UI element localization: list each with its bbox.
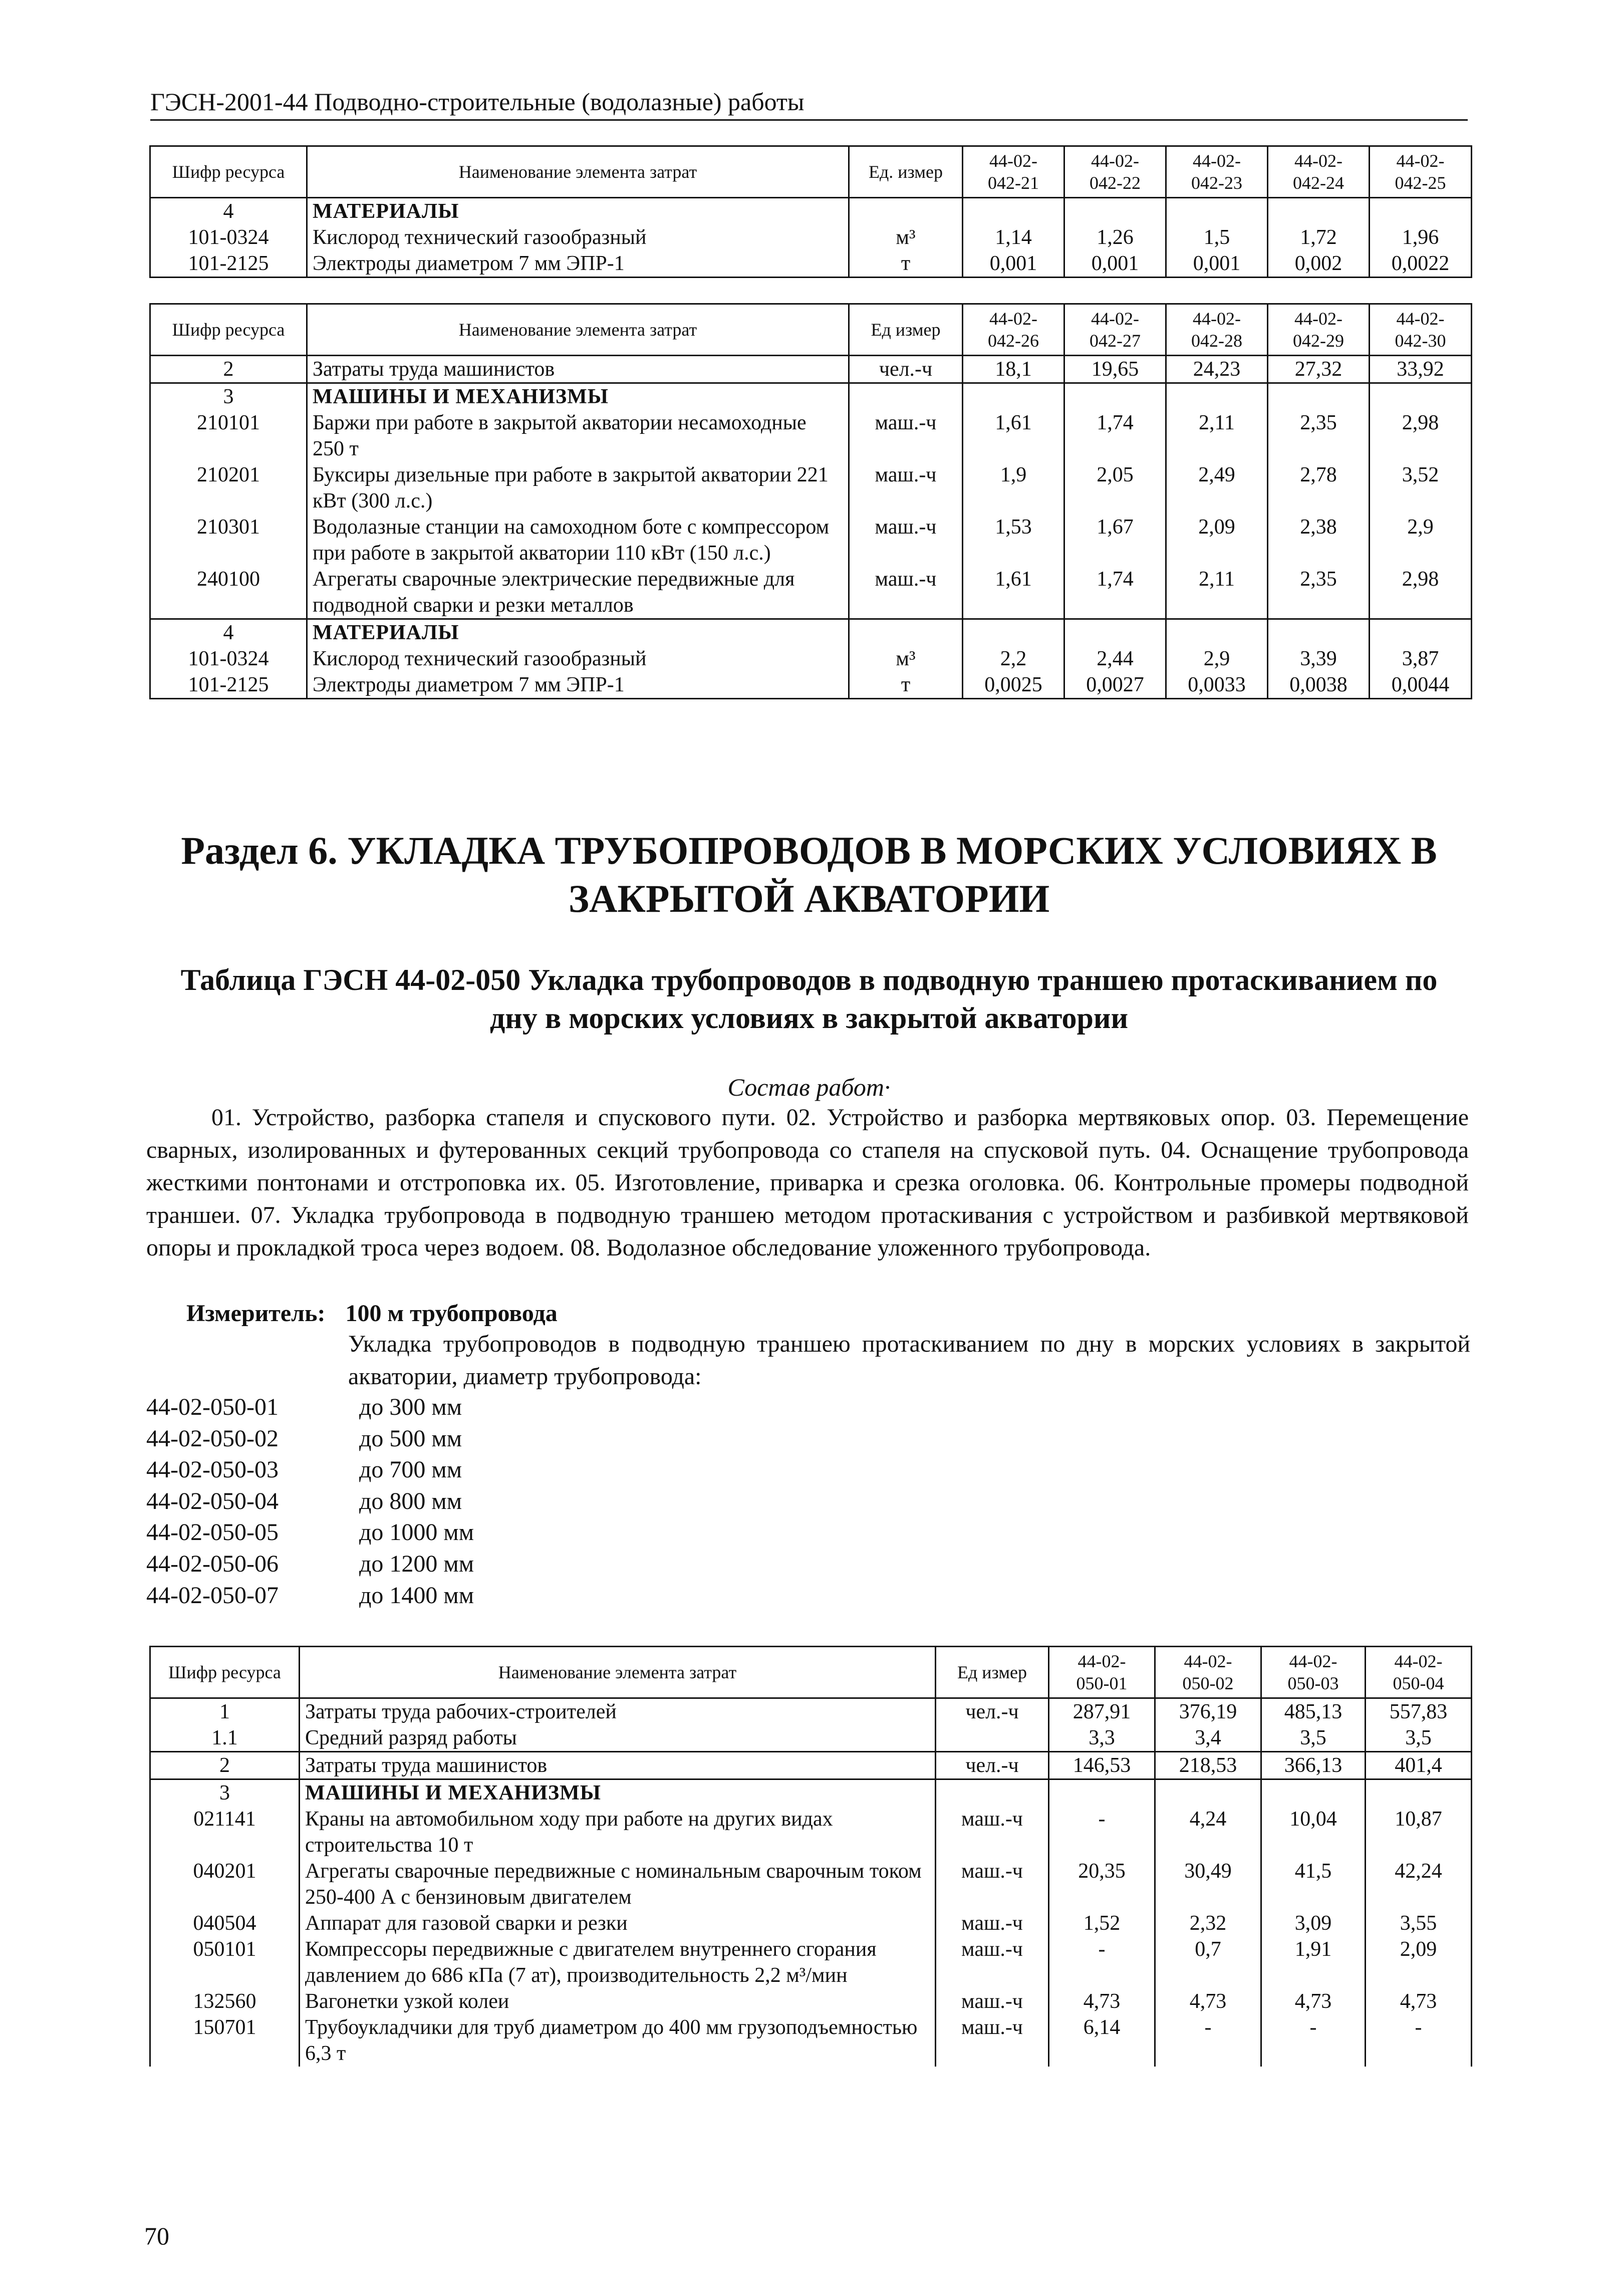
value-cell: 0,0033 bbox=[1166, 672, 1268, 699]
works-composition: 01. Устройство, разборка стапеля и спускового пути. 02. Устройство и разборка мертвяковых опор. 03. Перемещение сварных, изолированных и футерованных секций трубопровода со стапеля на спусковой путь. 04. Оснащение трубопровода жесткими понтонами и отстроповка их. 05. Изготовление, приварка и срезка оголовка. 06. Контрольные промеры подводной траншеи. 07. Укладка трубопровода в подводную траншею методом протаскивания с устройством и разбивкой мертвяковой опоры и прокладкой троса через водоем. 08. Водолазное обследование уложенного трубопровода. bbox=[146, 1104, 1469, 1261]
value-cell: 3,55 bbox=[1366, 1910, 1472, 1936]
resource-name: Буксиры дизельные при работе в закрытой акватории 221 кВт (300 л.с.) bbox=[307, 462, 849, 514]
value-cell: 1,72 bbox=[1268, 224, 1370, 250]
value-cell: 0,0027 bbox=[1064, 672, 1166, 699]
value-cell bbox=[1155, 1779, 1261, 1807]
unit-cell: маш.-ч bbox=[849, 462, 963, 514]
value-cell: 2,38 bbox=[1268, 514, 1370, 566]
value-cell bbox=[1370, 198, 1472, 225]
variant-desc: до 1000 мм bbox=[359, 1519, 474, 1546]
resource-code: 132560 bbox=[150, 1988, 300, 2014]
list-item bbox=[146, 1549, 474, 1580]
unit-cell: маш.-ч bbox=[849, 514, 963, 566]
column-header-variant: 44-02- 042-24 bbox=[1268, 146, 1370, 198]
list-item bbox=[146, 1454, 474, 1486]
value-cell: 1,61 bbox=[963, 410, 1064, 462]
column-header-code: Шифр ресурса bbox=[150, 304, 307, 356]
table-row bbox=[150, 514, 1472, 566]
unit-cell: т bbox=[849, 672, 963, 699]
value-cell: 3,87 bbox=[1370, 646, 1472, 672]
value-cell bbox=[963, 383, 1064, 410]
variant-desc: до 500 мм bbox=[359, 1425, 462, 1452]
unit-cell: чел.-ч bbox=[849, 356, 963, 383]
resource-name: Компрессоры передвижные с двигателем внутреннего сгорания давлением до 686 кПа (7 ат), производительность 2,2 м³/мин bbox=[300, 1936, 936, 1988]
resource-code: 2 bbox=[150, 356, 307, 383]
value-cell: 366,13 bbox=[1261, 1752, 1366, 1779]
column-header-name: Наименование элемента затрат bbox=[300, 1647, 936, 1698]
unit-cell: маш.-ч bbox=[936, 1988, 1049, 2014]
resource-code: 101-2125 bbox=[150, 672, 307, 699]
column-header-variant: 44-02- 042-27 bbox=[1064, 304, 1166, 356]
value-cell bbox=[1268, 619, 1370, 646]
resource-name: Баржи при работе в закрытой акватории несамоходные 250 т bbox=[307, 410, 849, 462]
resource-name: Затраты труда рабочих-строителей bbox=[300, 1698, 936, 1725]
value-cell bbox=[1049, 1779, 1155, 1807]
unit-cell: чел.-ч bbox=[936, 1752, 1049, 1779]
value-cell bbox=[1166, 198, 1268, 225]
value-cell: 2,32 bbox=[1155, 1910, 1261, 1936]
table-row bbox=[150, 619, 1472, 646]
table-row bbox=[150, 250, 1472, 278]
value-cell: 0,0044 bbox=[1370, 672, 1472, 699]
table-row bbox=[150, 1698, 1472, 1725]
value-cell: 218,53 bbox=[1155, 1752, 1261, 1779]
table-row bbox=[150, 1988, 1472, 2014]
unit-cell: маш.-ч bbox=[936, 1858, 1049, 1910]
resource-code: 4 bbox=[150, 619, 307, 646]
variant-desc: до 700 мм bbox=[359, 1456, 462, 1483]
resource-table-042-26-30 bbox=[149, 303, 1472, 699]
value-cell bbox=[1166, 619, 1268, 646]
measure-value: 100 м трубопровода bbox=[345, 1300, 558, 1327]
column-header-code: Шифр ресурса bbox=[150, 1647, 300, 1698]
value-cell bbox=[1366, 1779, 1472, 1807]
value-cell: 2,44 bbox=[1064, 646, 1166, 672]
value-cell: 1,5 bbox=[1166, 224, 1268, 250]
unit-cell: маш.-ч bbox=[936, 1936, 1049, 1988]
column-header-variant: 44-02- 042-21 bbox=[963, 146, 1064, 198]
table-header-row bbox=[150, 1647, 1472, 1698]
resource-code: 4 bbox=[150, 198, 307, 225]
resource-code: 240100 bbox=[150, 566, 307, 619]
resource-code: 101-2125 bbox=[150, 250, 307, 278]
resource-name: Кислород технический газообразный bbox=[307, 224, 849, 250]
resource-code: 040504 bbox=[150, 1910, 300, 1936]
value-cell: 2,98 bbox=[1370, 410, 1472, 462]
section-label: МАТЕРИАЛЫ bbox=[307, 198, 849, 225]
value-cell: 0,0022 bbox=[1370, 250, 1472, 278]
value-cell bbox=[1064, 198, 1166, 225]
column-header-variant: 44-02- 050-04 bbox=[1366, 1647, 1472, 1698]
section-label: МАШИНЫ И МЕХАНИЗМЫ bbox=[300, 1779, 936, 1807]
value-cell: 2,78 bbox=[1268, 462, 1370, 514]
resource-code: 210101 bbox=[150, 410, 307, 462]
resource-name: Затраты труда машинистов bbox=[300, 1752, 936, 1779]
variant-code: 44-02-050-01 bbox=[146, 1394, 279, 1420]
column-header-name: Наименование элемента затрат bbox=[307, 304, 849, 356]
value-cell: 1,96 bbox=[1370, 224, 1472, 250]
column-header-variant: 44-02- 050-03 bbox=[1261, 1647, 1366, 1698]
column-header-variant: 44-02- 042-26 bbox=[963, 304, 1064, 356]
value-cell: 1,61 bbox=[963, 566, 1064, 619]
column-header-variant: 44-02- 042-25 bbox=[1370, 146, 1472, 198]
variant-desc: до 800 мм bbox=[359, 1487, 462, 1514]
value-cell bbox=[1268, 383, 1370, 410]
column-header-variant: 44-02- 042-30 bbox=[1370, 304, 1472, 356]
table-header-row bbox=[150, 304, 1472, 356]
value-cell: 146,53 bbox=[1049, 1752, 1155, 1779]
unit-cell: маш.-ч bbox=[936, 1806, 1049, 1858]
value-cell: 4,73 bbox=[1261, 1988, 1366, 2014]
value-cell bbox=[1064, 619, 1166, 646]
resource-code: 040201 bbox=[150, 1858, 300, 1910]
value-cell: 42,24 bbox=[1366, 1858, 1472, 1910]
unit-cell bbox=[849, 198, 963, 225]
value-cell: 2,09 bbox=[1166, 514, 1268, 566]
running-header: ГЭСН-2001-44 Подводно-строительные (водолазные) работы bbox=[150, 84, 1468, 121]
value-cell: 0,0025 bbox=[963, 672, 1064, 699]
unit-cell bbox=[936, 1779, 1049, 1807]
resource-code: 2 bbox=[150, 1752, 300, 1779]
resource-code: 101-0324 bbox=[150, 646, 307, 672]
resource-name: Средний разряд работы bbox=[300, 1725, 936, 1752]
value-cell: 4,73 bbox=[1155, 1988, 1261, 2014]
value-cell: - bbox=[1261, 2014, 1366, 2067]
value-cell: 287,91 bbox=[1049, 1698, 1155, 1725]
value-cell bbox=[1370, 619, 1472, 646]
value-cell: 3,3 bbox=[1049, 1725, 1155, 1752]
value-cell: - bbox=[1049, 1806, 1155, 1858]
page-number: 70 bbox=[144, 2222, 169, 2250]
value-cell: 2,35 bbox=[1268, 410, 1370, 462]
resource-name: Электроды диаметром 7 мм ЭПР-1 bbox=[307, 672, 849, 699]
variant-code: 44-02-050-06 bbox=[146, 1550, 279, 1577]
value-cell bbox=[1166, 383, 1268, 410]
unit-cell: маш.-ч bbox=[849, 410, 963, 462]
value-cell: 1,52 bbox=[1049, 1910, 1155, 1936]
value-cell: 4,73 bbox=[1049, 1988, 1155, 2014]
value-cell: 1,14 bbox=[963, 224, 1064, 250]
value-cell: 0,7 bbox=[1155, 1936, 1261, 1988]
resource-name: Аппарат для газовой сварки и резки bbox=[300, 1910, 936, 1936]
value-cell bbox=[1064, 383, 1166, 410]
value-cell: 19,65 bbox=[1064, 356, 1166, 383]
value-cell: 24,23 bbox=[1166, 356, 1268, 383]
resource-name: Затраты труда машинистов bbox=[307, 356, 849, 383]
unit-cell bbox=[849, 619, 963, 646]
resource-code: 021141 bbox=[150, 1806, 300, 1858]
section-label: МАШИНЫ И МЕХАНИЗМЫ bbox=[307, 383, 849, 410]
resource-code: 1 bbox=[150, 1698, 300, 1725]
value-cell: 485,13 bbox=[1261, 1698, 1366, 1725]
value-cell: 6,14 bbox=[1049, 2014, 1155, 2067]
value-cell: 376,19 bbox=[1155, 1698, 1261, 1725]
value-cell: 1,26 bbox=[1064, 224, 1166, 250]
value-cell bbox=[1261, 1779, 1366, 1807]
variant-desc: до 1400 мм bbox=[359, 1582, 474, 1609]
value-cell: 2,09 bbox=[1366, 1936, 1472, 1988]
unit-cell: маш.-ч bbox=[849, 566, 963, 619]
value-cell: 2,05 bbox=[1064, 462, 1166, 514]
value-cell: 20,35 bbox=[1049, 1858, 1155, 1910]
value-cell: 3,39 bbox=[1268, 646, 1370, 672]
table-row bbox=[150, 646, 1472, 672]
resource-name: Агрегаты сварочные электрические передвижные для подводной сварки и резки металлов bbox=[307, 566, 849, 619]
resource-code: 101-0324 bbox=[150, 224, 307, 250]
table-header-row bbox=[150, 146, 1472, 198]
column-header-variant: 44-02- 050-02 bbox=[1155, 1647, 1261, 1698]
table-row bbox=[150, 1725, 1472, 1752]
value-cell: 27,32 bbox=[1268, 356, 1370, 383]
resource-table-042-21-25 bbox=[149, 145, 1472, 278]
table-row bbox=[150, 1858, 1472, 1910]
variant-desc: до 1200 мм bbox=[359, 1550, 474, 1577]
variant-list bbox=[146, 1392, 474, 1611]
unit-cell: маш.-ч bbox=[936, 2014, 1049, 2067]
value-cell: 1,91 bbox=[1261, 1936, 1366, 1988]
value-cell: 2,9 bbox=[1370, 514, 1472, 566]
value-cell: 0,002 bbox=[1268, 250, 1370, 278]
value-cell: 30,49 bbox=[1155, 1858, 1261, 1910]
table-row bbox=[150, 198, 1472, 225]
resource-name: Вагонетки узкой колеи bbox=[300, 1988, 936, 2014]
column-header-variant: 44-02- 042-29 bbox=[1268, 304, 1370, 356]
value-cell: - bbox=[1155, 2014, 1261, 2067]
table-row bbox=[150, 566, 1472, 619]
value-cell: 4,73 bbox=[1366, 1988, 1472, 2014]
value-cell: 18,1 bbox=[963, 356, 1064, 383]
resource-name: Кислород технический газообразный bbox=[307, 646, 849, 672]
value-cell: 41,5 bbox=[1261, 1858, 1366, 1910]
table-row bbox=[150, 1936, 1472, 1988]
section-title: Раздел 6. УКЛАДКА ТРУБОПРОВОДОВ В МОРСКИХ УСЛОВИЯХ В ЗАКРЫТОЙ АКВАТОРИИ bbox=[181, 829, 1437, 920]
value-cell: 0,001 bbox=[963, 250, 1064, 278]
table-row bbox=[150, 1752, 1472, 1779]
variant-code: 44-02-050-04 bbox=[146, 1487, 279, 1514]
unit-cell: т bbox=[849, 250, 963, 278]
resource-code: 210201 bbox=[150, 462, 307, 514]
resource-code: 3 bbox=[150, 383, 307, 410]
value-cell bbox=[963, 198, 1064, 225]
value-cell: 3,4 bbox=[1155, 1725, 1261, 1752]
value-cell: 1,67 bbox=[1064, 514, 1166, 566]
table-row bbox=[150, 410, 1472, 462]
value-cell: 3,5 bbox=[1366, 1725, 1472, 1752]
resource-name: Водолазные станции на самоходном боте с компрессором при работе в закрытой акватории 110 кВт (150 л.с.) bbox=[307, 514, 849, 566]
measure-line bbox=[186, 1298, 578, 1330]
variant-desc: до 300 мм bbox=[359, 1394, 462, 1420]
variant-code: 44-02-050-03 bbox=[146, 1456, 279, 1483]
value-cell: 1,74 bbox=[1064, 410, 1166, 462]
unit-cell: чел.-ч bbox=[936, 1698, 1049, 1725]
value-cell: 4,24 bbox=[1155, 1806, 1261, 1858]
variant-code: 44-02-050-07 bbox=[146, 1582, 279, 1609]
list-item bbox=[146, 1486, 474, 1517]
unit-cell: м³ bbox=[849, 646, 963, 672]
unit-cell bbox=[849, 383, 963, 410]
value-cell: 2,49 bbox=[1166, 462, 1268, 514]
list-item bbox=[146, 1580, 474, 1612]
value-cell: 2,11 bbox=[1166, 410, 1268, 462]
value-cell: 10,04 bbox=[1261, 1806, 1366, 1858]
unit-cell: маш.-ч bbox=[936, 1910, 1049, 1936]
value-cell: 0,001 bbox=[1166, 250, 1268, 278]
column-header-code: Шифр ресурса bbox=[150, 146, 307, 198]
measure-label: Измеритель: bbox=[186, 1300, 326, 1327]
value-cell: 1,74 bbox=[1064, 566, 1166, 619]
value-cell: 2,2 bbox=[963, 646, 1064, 672]
value-cell: 2,98 bbox=[1370, 566, 1472, 619]
value-cell: 2,9 bbox=[1166, 646, 1268, 672]
value-cell: 33,92 bbox=[1370, 356, 1472, 383]
table-row bbox=[150, 356, 1472, 383]
value-cell: - bbox=[1366, 2014, 1472, 2067]
value-cell: 557,83 bbox=[1366, 1698, 1472, 1725]
list-item bbox=[146, 1392, 474, 1423]
list-item bbox=[146, 1517, 474, 1549]
resource-name: Краны на автомобильном ходу при работе на других видах строительства 10 т bbox=[300, 1806, 936, 1858]
value-cell: 2,35 bbox=[1268, 566, 1370, 619]
section-label: МАТЕРИАЛЫ bbox=[307, 619, 849, 646]
value-cell: 1,9 bbox=[963, 462, 1064, 514]
unit-cell bbox=[936, 1725, 1049, 1752]
unit-cell: м³ bbox=[849, 224, 963, 250]
value-cell bbox=[1268, 198, 1370, 225]
resource-code: 1.1 bbox=[150, 1725, 300, 1752]
column-header-name: Наименование элемента затрат bbox=[307, 146, 849, 198]
column-header-unit: Ед. измер bbox=[849, 146, 963, 198]
column-header-unit: Ед измер bbox=[936, 1647, 1049, 1698]
table-row bbox=[150, 224, 1472, 250]
value-cell: 3,5 bbox=[1261, 1725, 1366, 1752]
column-header-unit: Ед измер bbox=[849, 304, 963, 356]
column-header-variant: 44-02- 042-23 bbox=[1166, 146, 1268, 198]
column-header-variant: 44-02- 042-28 bbox=[1166, 304, 1268, 356]
table-row bbox=[150, 383, 1472, 410]
resource-table-050 bbox=[149, 1646, 1472, 2067]
table-row bbox=[150, 462, 1472, 514]
table-row bbox=[150, 1806, 1472, 1858]
value-cell: 1,53 bbox=[963, 514, 1064, 566]
resource-code: 150701 bbox=[150, 2014, 300, 2067]
resource-name: Трубоукладчики для труб диаметром до 400 мм грузоподъемностью 6,3 т bbox=[300, 2014, 936, 2067]
works-heading: Состав работ· bbox=[727, 1073, 891, 1101]
resource-code: 3 bbox=[150, 1779, 300, 1807]
table-row bbox=[150, 1779, 1472, 1807]
value-cell: 3,09 bbox=[1261, 1910, 1366, 1936]
variant-code: 44-02-050-02 bbox=[146, 1425, 279, 1452]
resource-code: 050101 bbox=[150, 1936, 300, 1988]
variant-code: 44-02-050-05 bbox=[146, 1519, 279, 1546]
resource-name: Агрегаты сварочные передвижные с номинальным сварочным током 250-400 А с бензиновым двигателем bbox=[300, 1858, 936, 1910]
value-cell: 2,11 bbox=[1166, 566, 1268, 619]
value-cell: 10,87 bbox=[1366, 1806, 1472, 1858]
resource-code: 210301 bbox=[150, 514, 307, 566]
list-item bbox=[146, 1423, 474, 1455]
table-row bbox=[150, 2014, 1472, 2067]
column-header-variant: 44-02- 042-22 bbox=[1064, 146, 1166, 198]
value-cell bbox=[963, 619, 1064, 646]
value-cell: 0,0038 bbox=[1268, 672, 1370, 699]
value-cell: - bbox=[1049, 1936, 1155, 1988]
value-cell: 0,001 bbox=[1064, 250, 1166, 278]
value-cell bbox=[1370, 383, 1472, 410]
value-cell: 401,4 bbox=[1366, 1752, 1472, 1779]
table-row bbox=[150, 672, 1472, 699]
value-cell: 3,52 bbox=[1370, 462, 1472, 514]
table-row bbox=[150, 1910, 1472, 1936]
column-header-variant: 44-02- 050-01 bbox=[1049, 1647, 1155, 1698]
resource-name: Электроды диаметром 7 мм ЭПР-1 bbox=[307, 250, 849, 278]
variant-intro: Укладка трубопроводов в подводную траншею протаскиванием по дну в морских условиях в закрытой акватории, диаметр трубопровода: bbox=[348, 1331, 1470, 1390]
table-title: Таблица ГЭСН 44-02-050 Укладка трубопроводов в подводную траншею протаскиванием по дну в морских условиях в закрытой акватории bbox=[180, 963, 1438, 1035]
